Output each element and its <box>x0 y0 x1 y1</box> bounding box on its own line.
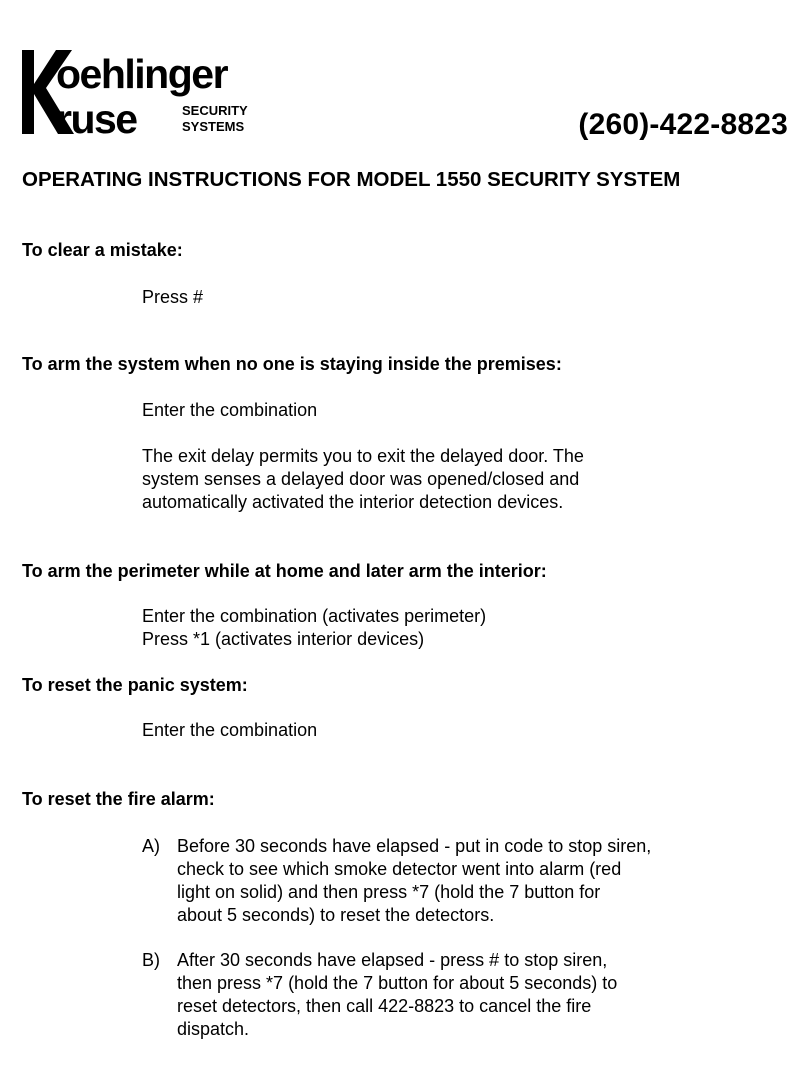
arm-away-paragraph-line: The exit delay permits you to exit the delayed door. The <box>142 446 584 466</box>
arm-away-paragraph-line: automatically activated the interior detection devices. <box>142 492 564 512</box>
fire-item-a-label: A) <box>142 836 160 856</box>
fire-item-b-label: B) <box>142 950 160 970</box>
logo-tagline-security: SECURITY <box>182 103 248 118</box>
fire-item-b-line: dispatch. <box>177 1019 250 1039</box>
document-title: OPERATING INSTRUCTIONS FOR MODEL 1550 SECURITY SYSTEM <box>22 168 681 191</box>
phone-number: (260)-422-8823 <box>578 108 788 141</box>
heading-reset-fire: To reset the fire alarm: <box>22 789 215 809</box>
fire-item-a-line: check to see which smoke detector went into alarm (red <box>177 859 622 879</box>
arm-away-paragraph-line: system senses a delayed door was opened/closed and <box>142 469 580 489</box>
arm-away-instruction: Enter the combination <box>142 400 318 420</box>
reset-panic-instruction: Enter the combination <box>142 720 318 740</box>
fire-item-a-line: Before 30 seconds have elapsed - put in code to stop siren, <box>177 836 652 856</box>
arm-perimeter-instruction: Enter the combination (activates perimeter) <box>142 606 487 626</box>
heading-reset-panic: To reset the panic system: <box>22 675 248 695</box>
heading-arm-perimeter: To arm the perimeter while at home and later arm the interior: <box>22 561 547 581</box>
fire-item-a-line: light on solid) and then press *7 (hold the 7 button for <box>177 882 601 902</box>
koehlinger-kruse-logo-graphic <box>22 50 280 136</box>
fire-item-b-line: then press *7 (hold the 7 button for about 5 seconds) to <box>177 973 618 993</box>
logo-name-line1: oehlinger <box>56 51 228 97</box>
logo-name-line2: ruse <box>56 96 137 136</box>
heading-arm-away: To arm the system when no one is staying inside the premises: <box>22 354 562 374</box>
arm-perimeter-instruction: Press *1 (activates interior devices) <box>142 629 425 649</box>
company-logo <box>22 50 280 136</box>
fire-item-b-line: reset detectors, then call 422-8823 to cancel the fire <box>177 996 592 1016</box>
fire-item-a-line: about 5 seconds) to reset the detectors. <box>177 905 495 925</box>
fire-item-b-line: After 30 seconds have elapsed - press # to stop siren, <box>177 950 608 970</box>
heading-clear-mistake: To clear a mistake: <box>22 240 183 260</box>
logo-tagline-systems: SYSTEMS <box>182 119 245 134</box>
clear-mistake-instruction: Press # <box>142 287 204 307</box>
